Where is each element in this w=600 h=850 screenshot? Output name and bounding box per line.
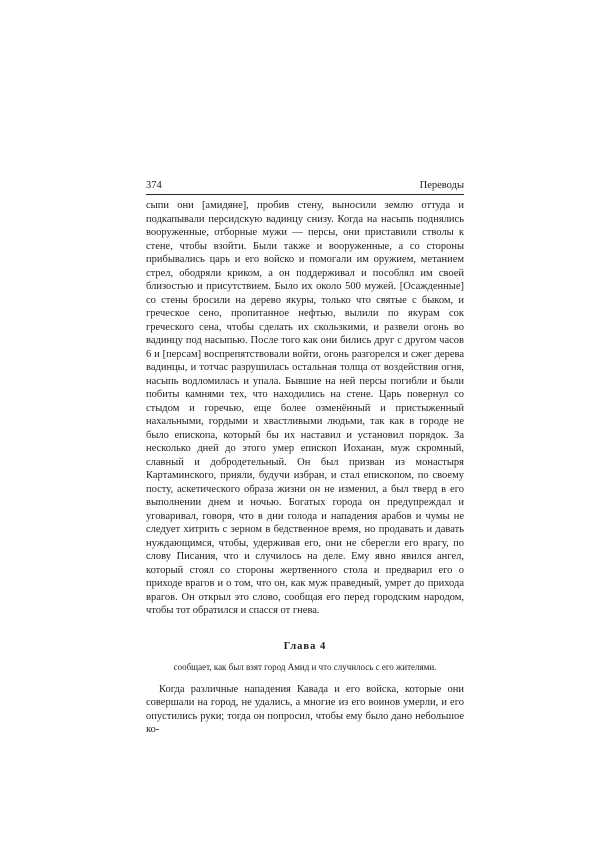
header-divider [146, 194, 464, 195]
running-header [146, 180, 464, 192]
book-page [146, 180, 464, 737]
body-paragraph: сыпи они [амидяне], пробив стену, выносили землю оттуда и подкапывали персидскую вадинцу снизу. Когда на насыпь поднялись вооруженные, отборные мужи — персы, они приставили стволы к стене, чтобы взойти. Были также и вооруженные, а со стороны прибывались царь и его войско и помогали им оружием, метанием стрел, ободряли криком, а он поддерживал и пособлял им своей близостью и присутствием. Было их около 500 мужей. [Осажденные] со стены бросили на дерево якуры, только что святые с быком, и греческое сено, пропитанное нефтью, вылили по якурам сок греческого сена, чтобы сделать их скользкими, и развели огонь во вадинцу под насыпью. После того как они бились друг с другом часов 6 и [персам] воспрепятствовали войти, огонь разгорелся и сжег дерева вадинцы, и тотчас разрушилась остальная толща от воздействия огня, насыпь водломилась и упала. Бывшие на ней персы погибли и были побиты камнями тех, что находились на стене. Царь повернул со стыдом и горечью, еще более озменённый и пристыженный нахальными, гордыми и хвастливыми людьми, так как в городе не было епископа, который бы их наставил и установил порядок. За несколько дней до этого умер епископ Иоханан, муж скромный, славный и добродетельный. Он был призван из монастыря Картаминского, прияли, будучи избран, и стал епископом, по своему посту, аскетического образа жизни он не изменил, а был тверд в его выполнении днем и ночью. Богатых города он предупреждал и уговаривал, говоря, что в дни голода и нападения арабов и чумы не следует хитрить с зерном в бедственное время, но продавать и давать нуждающимся, чтобы, удерживая его, они не сберегли его врагу, по слову Писания, что и случилось на деле. Ему явно явился ангел, который стоял со стороны жертвенного стола и предварил его о приходе врагов и о том, что он, как муж праведный, умрет до прихода врагов. Он открыл это слово, сообщая его перед городским народом, чтобы тот обратился и спасся от гнева. [146, 200, 464, 616]
chapter-title: Глава 4 [283, 640, 327, 652]
section-title: Переводы [419, 180, 464, 191]
page-number: 374 [146, 180, 162, 191]
body-paragraph: Когда различные нападения Кавада и его войска, которые они совершали на город, не удались, а многие из его воинов умерли, и его опустились руки; тогда он попросил, чтобы ему было дано небольшое ко- [146, 683, 464, 735]
chapter-subtitle: сообщает, как был взят город Амид и что случилось с его жителями. [173, 661, 437, 672]
